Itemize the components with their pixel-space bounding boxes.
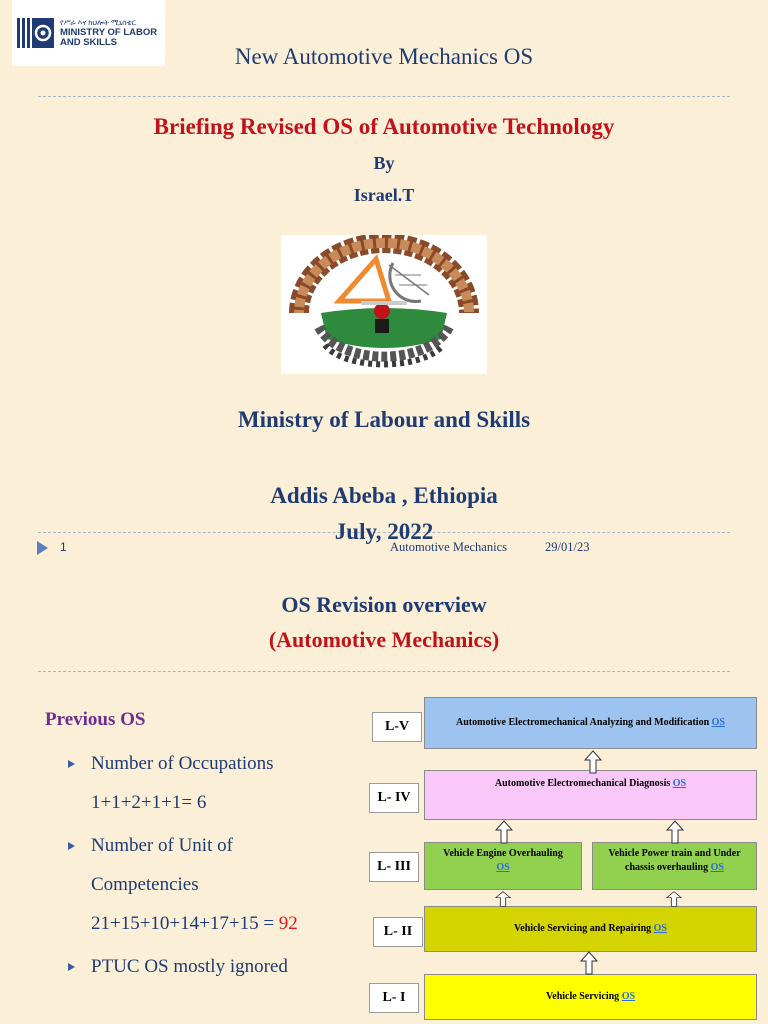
os-box-level3-engine-label: Vehicle Engine Overhauling (443, 848, 563, 859)
level-label-2: L- II (373, 917, 423, 947)
uc-label-line1: Number of Unit of (91, 835, 233, 856)
bullet-icon (68, 963, 75, 971)
up-arrow-icon (584, 750, 602, 774)
emblem-icon (281, 235, 487, 374)
divider (38, 96, 730, 97)
level-label-4: L- IV (369, 783, 419, 813)
location: Addis Abeba , Ethiopia (270, 483, 498, 508)
logo-line1: MINISTRY OF LABOR (60, 27, 158, 38)
os-box-level3-powertrain (592, 842, 757, 890)
os-link-level5[interactable]: OS (711, 717, 725, 728)
up-arrow-icon (666, 820, 684, 844)
overview-subtitle: (Automotive Mechanics) (268, 627, 500, 652)
os-box-level5 (424, 697, 757, 749)
logo-line2: AND SKILLS (60, 37, 117, 48)
footer-arrow-icon (37, 541, 48, 555)
bullet-icon (68, 842, 75, 850)
level-label-5: L-V (372, 712, 422, 742)
up-arrow-icon (495, 891, 511, 907)
briefing-title: Briefing Revised OS of Automotive Technology (153, 114, 615, 139)
os-link-level2[interactable]: OS (653, 923, 667, 934)
os-box-level3-engine (424, 842, 582, 890)
up-arrow-icon (495, 820, 513, 844)
os-link-level3-engine[interactable]: OS (496, 862, 510, 873)
uc-sum (91, 913, 298, 935)
slide-header: New Automotive Mechanics OS (234, 44, 534, 69)
ministry-name: Ministry of Labour and Skills (237, 407, 531, 432)
author-name: Israel.T (353, 185, 415, 205)
presentation-date: July, 2022 (334, 519, 434, 544)
footer-date: 29/01/23 (545, 540, 590, 554)
os-link-level1[interactable]: OS (621, 991, 636, 1002)
os-box-level3-powertrain-label: Vehicle Power train and Under chassis overhauling (608, 848, 741, 873)
uc-label-line2: Competencies (91, 874, 199, 895)
os-box-level2 (424, 906, 757, 952)
level-label-3: L- III (369, 852, 419, 882)
previous-os-heading: Previous OS (45, 709, 146, 730)
logo-amharic: የሥራ እና ክህሎት ሚኒስቴር (60, 18, 136, 27)
overview-title: OS Revision overview (281, 592, 487, 617)
ptuc-note: PTUC OS mostly ignored (91, 956, 288, 977)
footer-title: Automotive Mechanics (390, 540, 507, 554)
bullet-icon (68, 760, 75, 768)
os-link-level4[interactable]: OS (672, 778, 687, 789)
divider (38, 671, 730, 672)
up-arrow-icon (580, 951, 598, 975)
by-label: By (373, 153, 395, 173)
occupations-label: Number of Occupations (91, 753, 274, 774)
os-box-level1 (424, 974, 757, 1020)
emblem (281, 235, 487, 374)
level-label-1: L- I (369, 983, 419, 1013)
uc-sum-prefix: 21+15+10+14+17+15 = (91, 913, 279, 934)
os-box-level4-label: Automotive Electromechanical Diagnosis (494, 778, 673, 789)
up-arrow-icon (666, 891, 682, 907)
os-box-level2-label: Vehicle Servicing and Repairing (514, 923, 654, 934)
occupations-sum: 1+1+2+1+1= 6 (91, 792, 207, 813)
os-link-level3-powertrain[interactable]: OS (710, 862, 724, 873)
page-number: 1 (60, 540, 67, 554)
os-box-level4 (424, 770, 757, 820)
os-box-level1-label: Vehicle Servicing (545, 991, 622, 1002)
uc-sum-total: 92 (278, 913, 298, 934)
os-box-level5-label: Automotive Electromechanical Analyzing and Modification (456, 717, 712, 728)
